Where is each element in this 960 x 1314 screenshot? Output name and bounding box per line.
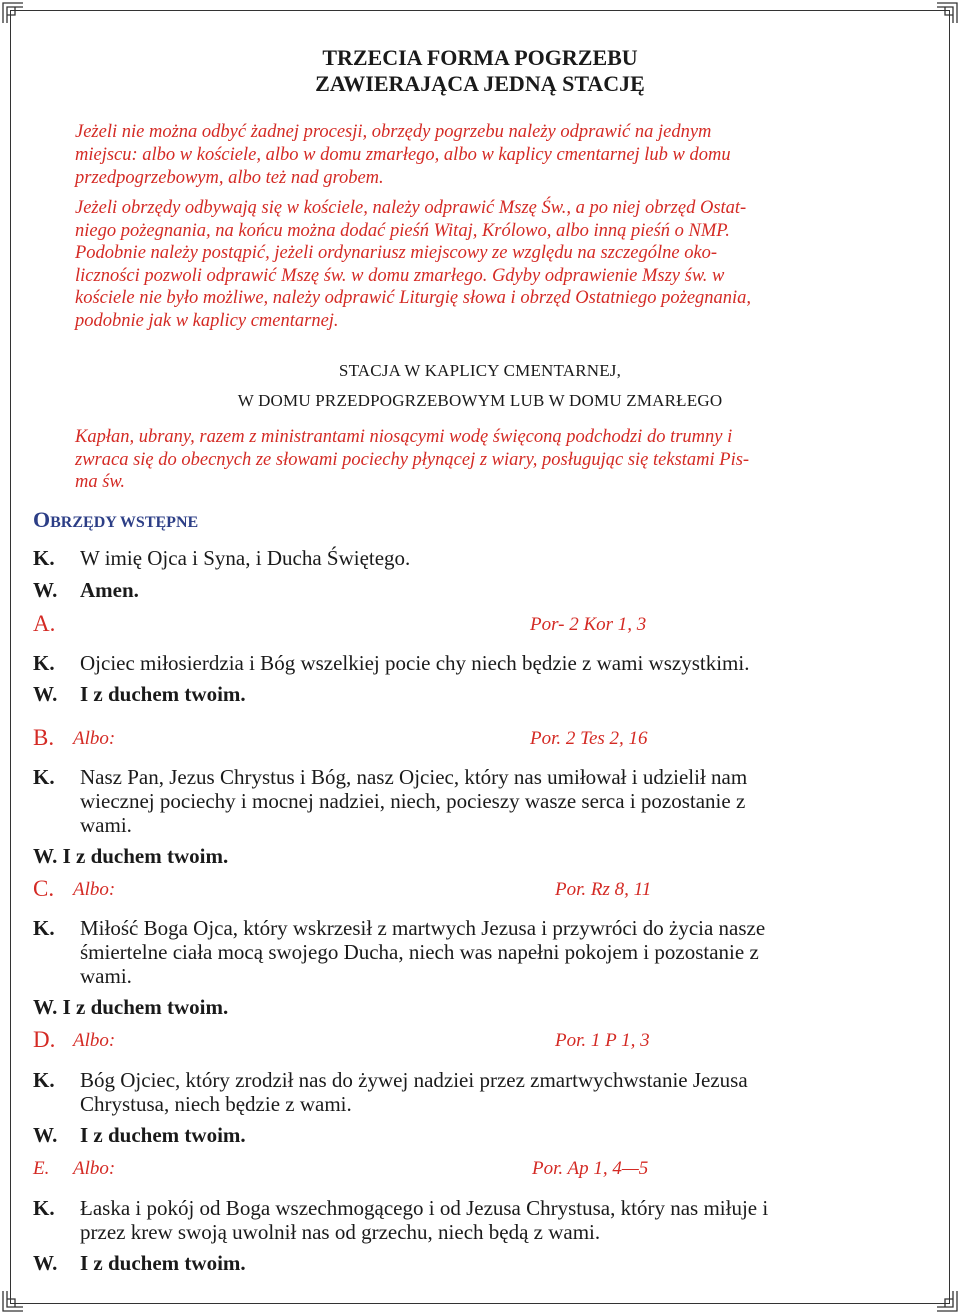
w-label: W.: [33, 1251, 58, 1275]
page-title-line2: ZAWIERAJĄCA JEDNĄ STACJĘ: [315, 71, 645, 96]
option-e-w-text: I z duchem twoim.: [80, 1251, 246, 1275]
station-heading-line2: W DOMU PRZEDPOGRZEBOWYM LUB W DOMU ZMARŁEGO: [237, 391, 723, 410]
intro-line: niego pożegnania, na końcu można dodać pieśń Witaj, Królowo, albo inną pieśń o NMP.: [75, 221, 730, 241]
option-a-w-text: I z duchem twoim.: [80, 682, 246, 706]
option-c-k-line: wami.: [80, 964, 132, 988]
option-d-ref: Por. 1 P 1, 3: [555, 1030, 650, 1051]
intro-line: kościele nie było możliwe, należy odprawić Liturgię słowa i obrzęd Ostatniego pożegnania,: [75, 288, 752, 308]
w-label: W.: [33, 1123, 58, 1147]
option-a-letter: A.: [33, 611, 56, 636]
page-title-line1: TRZECIA FORMA POGRZEBU: [322, 45, 638, 70]
intro-line: podobnie jak w kaplicy cmentarnej.: [75, 311, 339, 331]
k-label: K.: [33, 765, 55, 789]
k-label: K.: [33, 916, 55, 940]
opening-w-text: Amen.: [80, 578, 139, 602]
option-e-letter: E.: [33, 1158, 50, 1179]
option-d-albo: Albo:: [73, 1030, 116, 1051]
option-b-k-line: wiecznej pociechy i mocnej nadziei, niech, pocieszy wasze serca i pozostanie z: [80, 789, 746, 813]
option-b-w-text: W. I z duchem twoim.: [33, 844, 229, 868]
option-b-k-line: wami.: [80, 813, 132, 837]
section-heading-initial: O: [33, 507, 51, 532]
option-a-k-text: Ojciec miłosierdzia i Bóg wszelkiej pocie chy niech będzie z wami wszystkimi.: [80, 651, 750, 675]
option-e-ref: Por. Ap 1, 4—5: [532, 1158, 649, 1179]
option-c-k-line: Miłość Boga Ojca, który wskrzesił z martwych Jezusa i przywróci do życia nasze: [80, 916, 766, 940]
w-label: W.: [33, 578, 58, 602]
k-label: K.: [33, 651, 55, 675]
intro-line: miejscu: albo w kościele, albo w domu zmarłego, albo w kaplicy cmentarnej lub w domu: [75, 145, 731, 165]
intro-line: liczności pozwoli odprawić Mszę św. w domu zmarłego. Gdyby odprawienie Mszy św. w: [75, 266, 725, 286]
k-label: K.: [33, 1068, 55, 1092]
station-rubric-line: ma św.: [75, 472, 126, 492]
option-b-letter: B.: [33, 725, 55, 750]
option-c-w-text: W. I z duchem twoim.: [33, 995, 229, 1019]
option-c-albo: Albo:: [73, 879, 116, 900]
intro-line: Jeżeli obrzędy odbywają się w kościele, należy odprawić Mszę Św., a po niej obrzęd Ostat-: [75, 198, 747, 218]
option-d-letter: D.: [33, 1027, 56, 1052]
option-d-k-line: Bóg Ojciec, który zrodził nas do żywej nadziei przez zmartwychwstanie Jezusa: [80, 1068, 748, 1092]
option-b-k-line: Nasz Pan, Jezus Chrystus i Bóg, nasz Ojciec, który nas umiłował i udzielił nam: [80, 765, 748, 789]
option-c-k-line: śmiertelne ciała mocą swojego Ducha, niech was napełni pokojem i pozostanie z: [80, 940, 759, 964]
option-c-ref: Por. Rz 8, 11: [555, 879, 652, 900]
intro-line: Jeżeli nie można odbyć żadnej procesji, obrzędy pogrzebu należy odprawić na jednym: [75, 122, 712, 142]
option-d-w-text: I z duchem twoim.: [80, 1123, 246, 1147]
option-e-albo: Albo:: [73, 1158, 116, 1179]
station-rubric-line: Kapłan, ubrany, razem z ministrantami niosącymi wodę święconą podchodzi do trumny i: [75, 427, 733, 447]
option-a-ref: Por- 2 Kor 1, 3: [530, 614, 647, 635]
k-label: K.: [33, 1196, 55, 1220]
w-label: W.: [33, 682, 58, 706]
intro-line: przedpogrzebowym, albo też nad grobem.: [75, 168, 384, 188]
option-d-k-line: Chrystusa, niech będzie z wami.: [80, 1092, 352, 1116]
option-e-k-line: przez krew swoją uwolnił nas od grzechu, niech będą z wami.: [80, 1220, 601, 1244]
option-b-ref: Por. 2 Tes 2, 16: [530, 728, 648, 749]
option-c-letter: C.: [33, 876, 55, 901]
station-rubric-line: zwraca się do obecnych ze słowami pociechy płynącej z wiary, posługując się tekstami Pis-: [75, 450, 750, 470]
option-b-albo: Albo:: [73, 728, 116, 749]
station-heading-line1: STACJA W KAPLICY CMENTARNEJ,: [338, 361, 622, 380]
opening-k-text: W imię Ojca i Syna, i Ducha Świętego.: [80, 546, 411, 570]
k-label: K.: [33, 546, 55, 570]
option-e-k-line: Łaska i pokój od Boga wszechmogącego i od Jezusa Chrystusa, który nas miłuje i: [80, 1196, 769, 1220]
intro-line: Podobnie należy postąpić, jeżeli ordynariusz miejscowy ze względu na szczególne oko-: [75, 243, 718, 263]
section-heading-rites: [33, 507, 198, 533]
section-heading-rest: BRZĘDY WSTĘPNE: [50, 514, 199, 531]
